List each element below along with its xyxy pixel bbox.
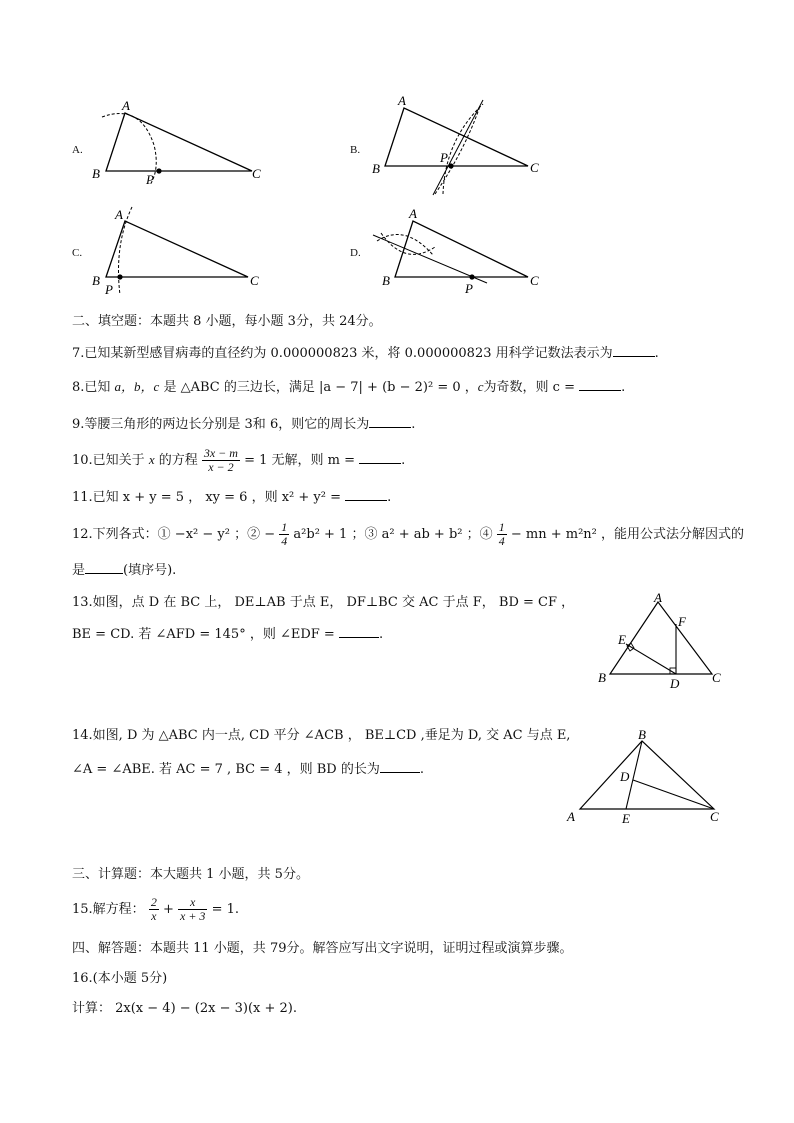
option-b-label: B. (350, 144, 361, 156)
svg-text:D: D (670, 676, 680, 690)
section-2-title: 二、填空题：本题共 8 小题，每小题 3分，共 24分。 (72, 314, 382, 329)
svg-text:B: B (382, 273, 390, 288)
svg-text:F: F (678, 614, 686, 629)
svg-text:A: A (122, 98, 130, 113)
svg-text:B: B (92, 273, 100, 288)
question-13-line2: BE = CD. 若 ∠AFD = 145° ，则 ∠EDF = . (72, 627, 384, 642)
svg-text:P: P (440, 150, 448, 165)
svg-text:E: E (622, 811, 630, 826)
svg-text:A: A (398, 93, 406, 108)
svg-text:C: C (252, 166, 261, 181)
figure-option-b (365, 90, 555, 200)
svg-text:B: B (638, 727, 646, 742)
option-c-label: C. (72, 247, 83, 259)
svg-text:A: A (409, 206, 417, 221)
svg-text:E: E (618, 632, 626, 647)
option-a-label: A. (72, 144, 83, 156)
question-13-line1: 13.如图，点 D 在 BC 上， DE⊥AB 于点 E， DF⊥BC 交 AC 于点 F， BD = CF ， (72, 595, 575, 610)
figure-option-c (80, 205, 280, 300)
question-11: 11.已知 x + y = 5 ， xy = 6 ，则 x² + y² = . (72, 490, 392, 505)
question-12: 12.下列各式：① −x² − y² ；② − $\frac{1}{4}$ a²b² + 1 ；③ a² + ab + b² ；④ $\frac{1}{4}$ − mn + m²n² ，能用公式法分解因式的 (72, 520, 745, 548)
svg-text:P: P (146, 172, 154, 187)
svg-text:A: A (567, 809, 575, 824)
figure-option-a (80, 95, 280, 190)
svg-text:C: C (530, 160, 539, 175)
svg-text:B: B (598, 670, 606, 685)
svg-text:C: C (712, 670, 721, 685)
svg-text:A: A (654, 590, 662, 605)
svg-text:C: C (250, 273, 259, 288)
question-15: 15.解方程： $\frac{2}{x}$ + $\frac{x}{x + 3}$ = 1. (72, 895, 240, 923)
section-4-title: 四、解答题：本题共 11 小题，共 79分。解答应写出文字说明，证明过程或演算步骤。 (72, 941, 573, 956)
question-8: 8.已知 a，b，c 是 △ABC 的三边长，满足 |a − 7| + (b − 2)² = 0 ，c为奇数，则 c = . (72, 379, 626, 395)
svg-text:P: P (465, 281, 473, 296)
question-7: 7.已知某新型感冒病毒的直径约为 0.000000823 米，将 0.000000823 用科学记数法表示为 . (72, 346, 659, 361)
question-10: 10.已知关于 x 的方程 $\frac{3x - m}{x - 2}$ = 1 无解，则 m = . (72, 446, 406, 474)
question-14-line1: 14.如图, D 为 △ABC 内一点, CD 平分 ∠ACB ， BE⊥CD ,垂足为 D, 交 AC 与点 E, (72, 728, 571, 743)
question-12-line2: 是 (填序号). (72, 563, 177, 578)
figure-q13 (594, 590, 730, 690)
svg-text:P: P (105, 282, 113, 297)
figure-option-d (365, 205, 555, 300)
svg-text:C: C (530, 273, 539, 288)
svg-text:C: C (710, 809, 719, 824)
option-d-label: D. (350, 247, 361, 259)
figure-q14 (562, 725, 732, 830)
svg-text:B: B (92, 166, 100, 181)
question-14-line2: ∠A = ∠ABE. 若 AC = 7 , BC = 4 ，则 BD 的长为 . (72, 762, 425, 777)
question-16-text: 计算： 2x(x − 4) − (2x − 3)(x + 2). (72, 1001, 298, 1016)
svg-text:D: D (620, 769, 630, 784)
question-9: 9.等腰三角形的两边长分别是 3和 6，则它的周长为 . (72, 417, 416, 432)
section-3-title: 三、计算题：本大题共 1 小题，共 5分。 (72, 867, 309, 882)
question-16-title: 16.(本小题 5分) (72, 971, 168, 986)
svg-text:B: B (372, 161, 380, 176)
svg-text:A: A (115, 207, 123, 222)
